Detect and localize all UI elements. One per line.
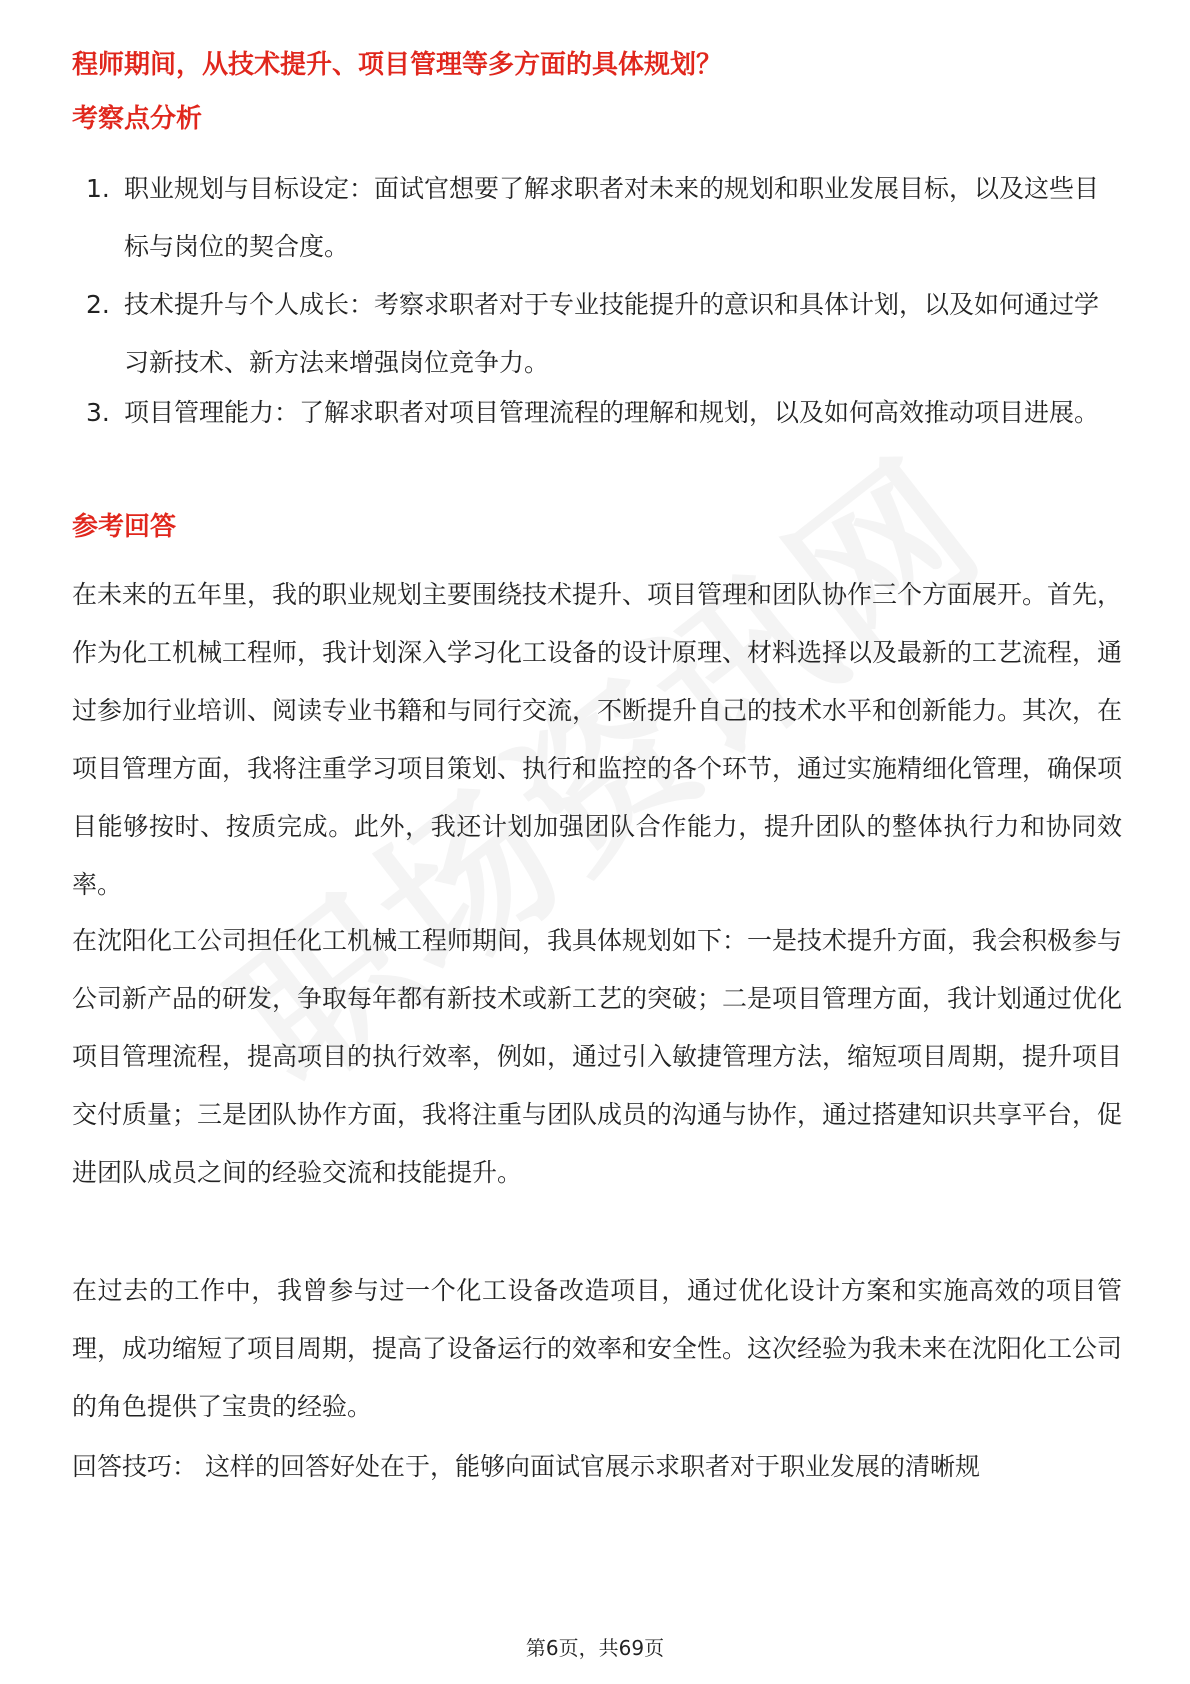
page-number: 第6页，共69页 [525,1636,665,1660]
list-item [72,276,1122,384]
answer-paragraph: 在过去的工作中，我曾参与过一个化工设备改造项目，通过优化设计方案和实施高效的项目管理，成功缩短了项目周期，提高了设备运行的效率和安全性。这次经验为我未来在沈阳化工公司的角色提供了宝贵的经验。 [72,1276,1123,1421]
list-item-text: 职业规划与目标设定：面试官想要了解求职者对未来的规划和职业发展目标，以及这些目标与岗位的契合度。 [124,174,1100,261]
list-item-number: 2. [86,290,110,319]
answer-paragraph: 在未来的五年里，我的职业规划主要围绕技术提升、项目管理和团队协作三个方面展开。首先，作为化工机械工程师，我计划深入学习化工设备的设计原理、材料选择以及最新的工艺流程，通过参加行业培训、阅读专业书籍和与同行交流，不断提升自己的技术水平和创新能力。其次，在项目管理方面，我将注重学习项目策划、执行和监控的各个环节，通过实施精细化管理，确保项目能够按时、按质完成。此外，我还计划加强团队合作能力，提升团队的整体执行力和协同效率。 [72,580,1123,899]
answer-paragraph: 在沈阳化工公司担任化工机械工程师期间，我具体规划如下：一是技术提升方面，我会积极参与公司新产品的研发，争取每年都有新技术或新工艺的突破；二是项目管理方面，我计划通过优化项目管理流程，提高项目的执行效率，例如，通过引入敏捷管理方法，缩短项目周期，提升项目交付质量；三是团队协作方面，我将注重与团队成员的沟通与协作，通过搭建知识共享平台，促进团队成员之间的经验交流和技能提升。 [72,926,1123,1187]
list-item-number: 1. [86,174,110,203]
analysis-list [72,160,1122,442]
list-item-number: 3. [86,398,110,427]
answer-heading: 参考回答 [72,512,177,542]
analysis-heading: 考察点分析 [72,104,203,134]
tips-paragraph: 回答技巧： 这样的回答好处在于，能够向面试官展示求职者对于职业发展的清晰规 [72,1452,980,1481]
question-heading: 程师期间，从技术提升、项目管理等多方面的具体规划？ [72,50,723,80]
list-item [72,384,1122,442]
list-item-text: 技术提升与个人成长：考察求职者对于专业技能提升的意识和具体计划，以及如何通过学习新技术、新方法来增强岗位竞争力。 [124,290,1100,377]
list-item-text: 项目管理能力：了解求职者对项目管理流程的理解和规划，以及如何高效推动项目进展。 [124,398,1100,427]
list-item [72,160,1122,276]
